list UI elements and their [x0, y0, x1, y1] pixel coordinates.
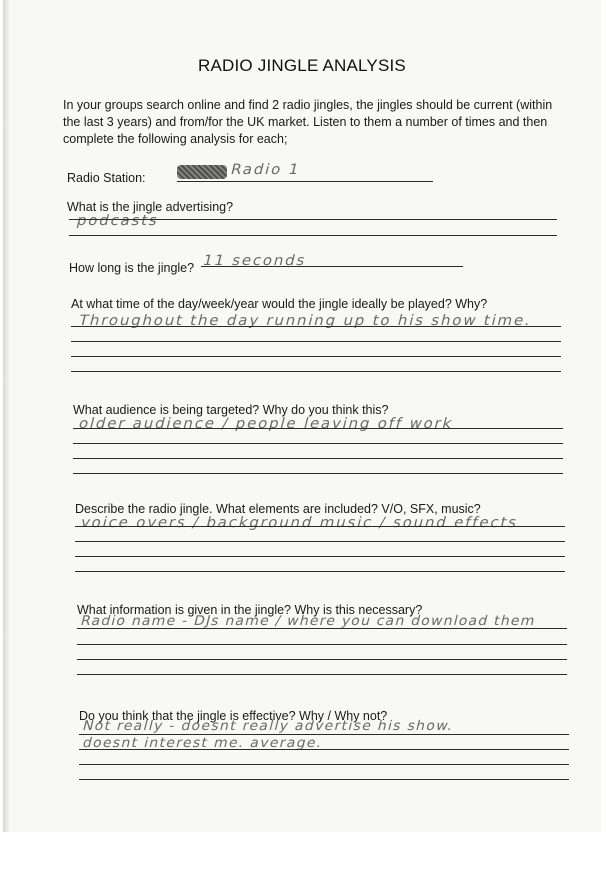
answer-line: [73, 443, 563, 444]
answer-line: [77, 659, 567, 660]
worksheet-instructions: In your groups search online and find 2 radio jingles, the jingles should be current (within the last 3 years) and from/for the UK market. Listen to them a number of times and then complete the following analysis for each;: [63, 98, 553, 146]
answer-line: [69, 235, 557, 236]
answer-line: [71, 371, 561, 372]
answer-line: [79, 749, 569, 750]
answer-line: [73, 473, 563, 474]
answer-line: [73, 458, 563, 459]
answer-line: [79, 779, 569, 780]
worksheet-title: RADIO JINGLE ANALYSIS: [198, 56, 406, 75]
question-jingle-effectiveness: Do you think that the jingle is effective? Why / Why not?: [79, 709, 388, 723]
worksheet-page: [3, 0, 601, 832]
answer-line: [75, 556, 565, 557]
answer-jingle-length: 11 seconds: [201, 251, 309, 269]
answer-jingle-information: Radio name - DJs name / where you can download them: [79, 613, 538, 629]
answer-line: [177, 181, 433, 182]
answer-line: [77, 628, 567, 629]
answer-line: [75, 541, 565, 542]
question-radio-station: Radio Station:: [67, 171, 146, 185]
answer-line: [79, 764, 569, 765]
answer-jingle-advertising: podcasts: [75, 211, 161, 229]
answer-line: [73, 428, 563, 429]
answer-jingle-elements: voice overs / background music / sound effects: [79, 513, 521, 531]
question-jingle-information: What information is given in the jingle? Why is this necessary?: [77, 603, 423, 617]
answer-line: [77, 644, 567, 645]
answer-target-audience: older audience / people leaving off work: [77, 414, 456, 432]
answer-line: [71, 326, 561, 327]
answer-radio-station: Radio 1: [229, 160, 303, 178]
answer-line: [71, 356, 561, 357]
answer-line: [69, 219, 557, 220]
answer-jingle-effectiveness-continued: doesnt interest me. average.: [81, 735, 325, 751]
answer-line: [75, 571, 565, 572]
question-jingle-elements: Describe the radio jingle. What elements are included? V/O, SFX, music?: [75, 502, 481, 516]
answer-airing-time: Throughout the day running up to his show time.: [77, 311, 534, 329]
question-jingle-length: How long is the jingle?: [69, 261, 195, 275]
answer-jingle-effectiveness: Not really - doesnt really advertise his show.: [81, 718, 456, 734]
question-target-audience: What audience is being targeted? Why do you think this?: [73, 403, 389, 417]
answer-line: [79, 734, 569, 735]
question-airing-time: At what time of the day/week/year would the jingle ideally be played? Why?: [71, 297, 488, 311]
answer-line: [71, 341, 561, 342]
answer-line: [201, 266, 463, 267]
answer-line: [75, 526, 565, 527]
answer-line: [77, 674, 567, 675]
question-jingle-advertising: What is the jingle advertising?: [67, 200, 234, 214]
scribbled-out-text: [177, 165, 227, 179]
